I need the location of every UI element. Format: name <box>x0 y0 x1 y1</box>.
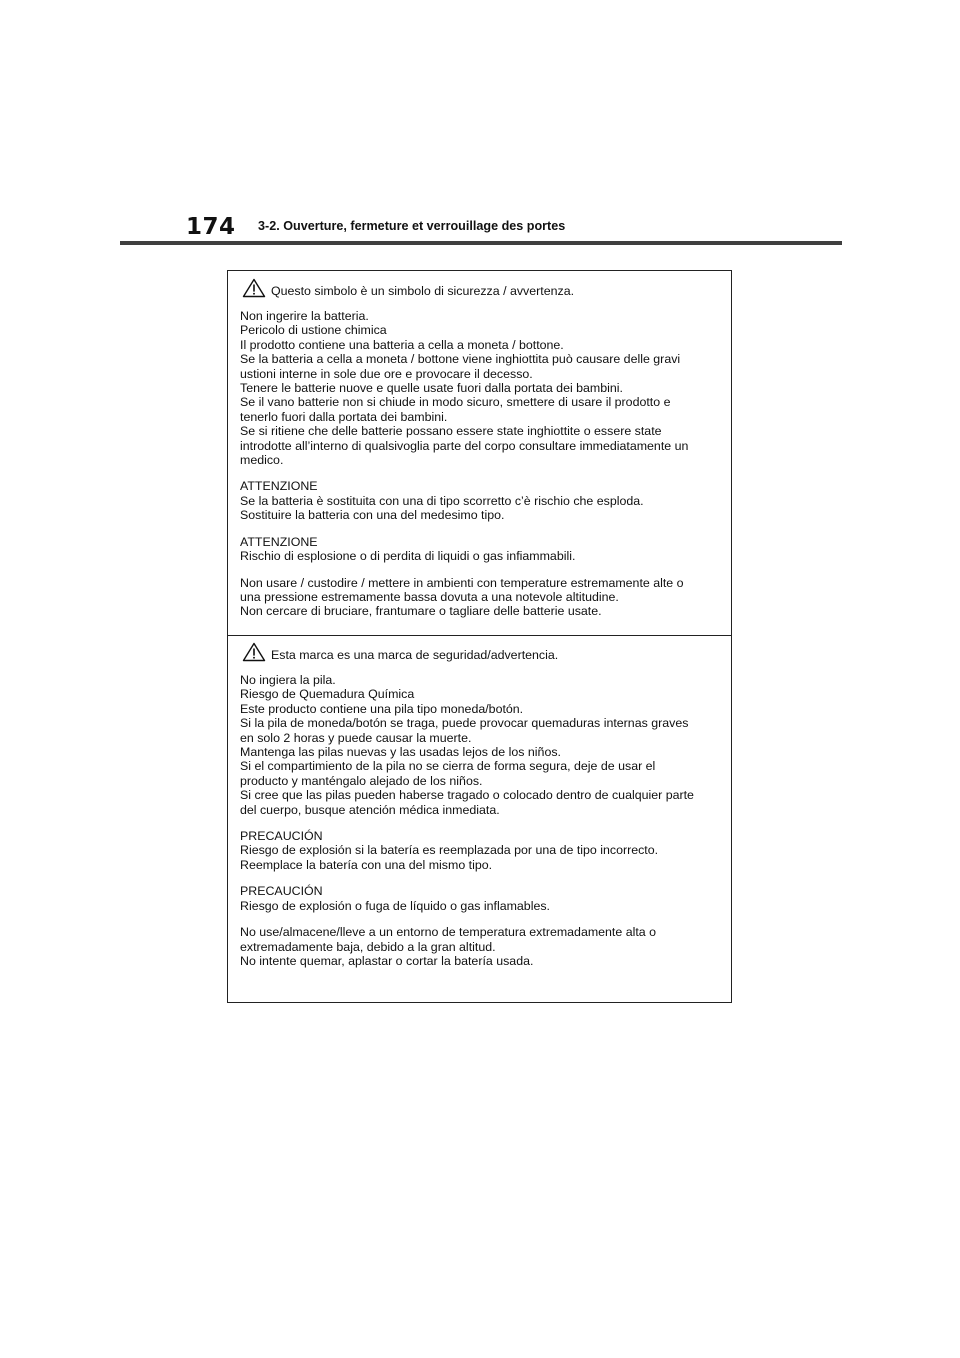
text-line: Il prodotto contiene una batteria a cella a moneta / bottone. <box>240 337 564 352</box>
text-line: extremadamente baja, debido a la gran altitud. <box>240 939 496 954</box>
text-line: No use/almacene/lleve a un entorno de temperatura extremadamente alta o <box>240 925 657 940</box>
text-line: en solo 2 horas y puede causar la muerte. <box>240 730 472 745</box>
warning-paragraph <box>240 673 721 817</box>
warning-paragraph <box>240 535 721 564</box>
text-line: ATTENZIONE <box>240 479 318 494</box>
text-line: Riesgo de Quemadura Química <box>240 687 415 702</box>
safety-symbol-row <box>240 278 721 300</box>
text-line: Si cree que las pilas pueden haberse tragado o colocado dentro de cualquier parte <box>240 788 694 803</box>
text-line: PRECAUCIÓN <box>240 884 323 899</box>
language-divider <box>228 635 731 636</box>
text-line: Se la batteria è sostituita con una di tipo scorretto c’è rischio che esploda. <box>240 493 644 508</box>
warning-paragraph <box>240 884 721 913</box>
text-line: Si el compartimiento de la pila no se cierra de forma segura, deje de usar el <box>240 759 656 774</box>
warning-triangle-icon <box>242 278 266 298</box>
battery-warning-box <box>227 270 732 1003</box>
text-line: Se il vano batterie non si chiude in modo sicuro, smettere di usare il prodotto e <box>240 395 671 410</box>
text-line: PRECAUCIÓN <box>240 829 323 844</box>
text-line: Se si ritiene che delle batterie possano essere state inghiottite o essere state <box>240 424 662 439</box>
text-line: Pericolo di ustione chimica <box>240 323 387 338</box>
warning-paragraph <box>240 576 721 619</box>
text-line: Tenere le batterie nuove e quelle usate fuori dalla portata dei bambini. <box>240 381 623 396</box>
text-line: una pressione estremamente bassa dovuta a una notevole altitudine. <box>240 589 619 604</box>
text-line: Non ingerire la batteria. <box>240 309 369 323</box>
safety-symbol-text: Esta marca es una marca de seguridad/advertencia. <box>271 648 559 662</box>
warning-paragraph <box>240 829 721 872</box>
spanish-warning-panel <box>240 642 721 968</box>
text-line: Rischio di esplosione o di perdita di liquidi o gas infiammabili. <box>240 549 576 564</box>
text-line: del cuerpo, busque atención médica inmediata. <box>240 802 500 817</box>
page-number: 174 <box>186 214 236 240</box>
warning-paragraph <box>240 479 721 522</box>
text-line: Riesgo de explosión si la batería es reemplazada por una de tipo incorrecto. <box>240 843 659 858</box>
italian-warning-panel <box>240 278 721 619</box>
text-line: Reemplace la batería con una del mismo tipo. <box>240 857 493 872</box>
text-line: Este producto contiene una pila tipo moneda/botón. <box>240 701 524 716</box>
text-line: introdotte all’interno di qualsivoglia parte del corpo consultare immediatamente un <box>240 438 689 453</box>
text-line: Non usare / custodire / mettere in ambienti con temperature estremamente alte o <box>240 575 684 590</box>
text-line: No ingiera la pila. <box>240 673 336 687</box>
warning-triangle-icon <box>242 642 266 662</box>
warning-blocks <box>240 309 721 619</box>
text-line: Si la pila de moneda/botón se traga, puede provocar quemaduras internas graves <box>240 716 689 731</box>
warning-paragraph <box>240 925 721 968</box>
text-line: ustioni interne in sole due ore e provocare il decesso. <box>240 366 533 381</box>
text-line: Se la batteria a cella a moneta / bottone viene inghiottita può causare delle gravi <box>240 352 681 367</box>
text-line: Mantenga las pilas nuevas y las usadas lejos de los niños. <box>240 745 561 760</box>
header-rule <box>120 241 842 245</box>
text-line: producto y manténgalo alejado de los niños. <box>240 773 483 788</box>
safety-symbol-text: Questo simbolo è un simbolo di sicurezza / avvertenza. <box>271 284 575 298</box>
text-line: tenerlo fuori dalla portata dei bambini. <box>240 409 448 424</box>
text-line: Sostituire la batteria con una del medesimo tipo. <box>240 508 505 523</box>
text-line: medico. <box>240 453 284 468</box>
warning-paragraph <box>240 309 721 467</box>
text-line: No intente quemar, aplastar o cortar la batería usada. <box>240 953 534 968</box>
text-line: ATTENZIONE <box>240 534 318 549</box>
text-line: Riesgo de explosión o fuga de líquido o gas inflamables. <box>240 898 550 913</box>
section-title: 3-2. Ouverture, fermeture et verrouillage des portes <box>258 219 566 233</box>
warning-blocks <box>240 673 721 968</box>
text-line: Non cercare di bruciare, frantumare o tagliare delle batterie usate. <box>240 604 602 619</box>
safety-symbol-row <box>240 642 721 664</box>
